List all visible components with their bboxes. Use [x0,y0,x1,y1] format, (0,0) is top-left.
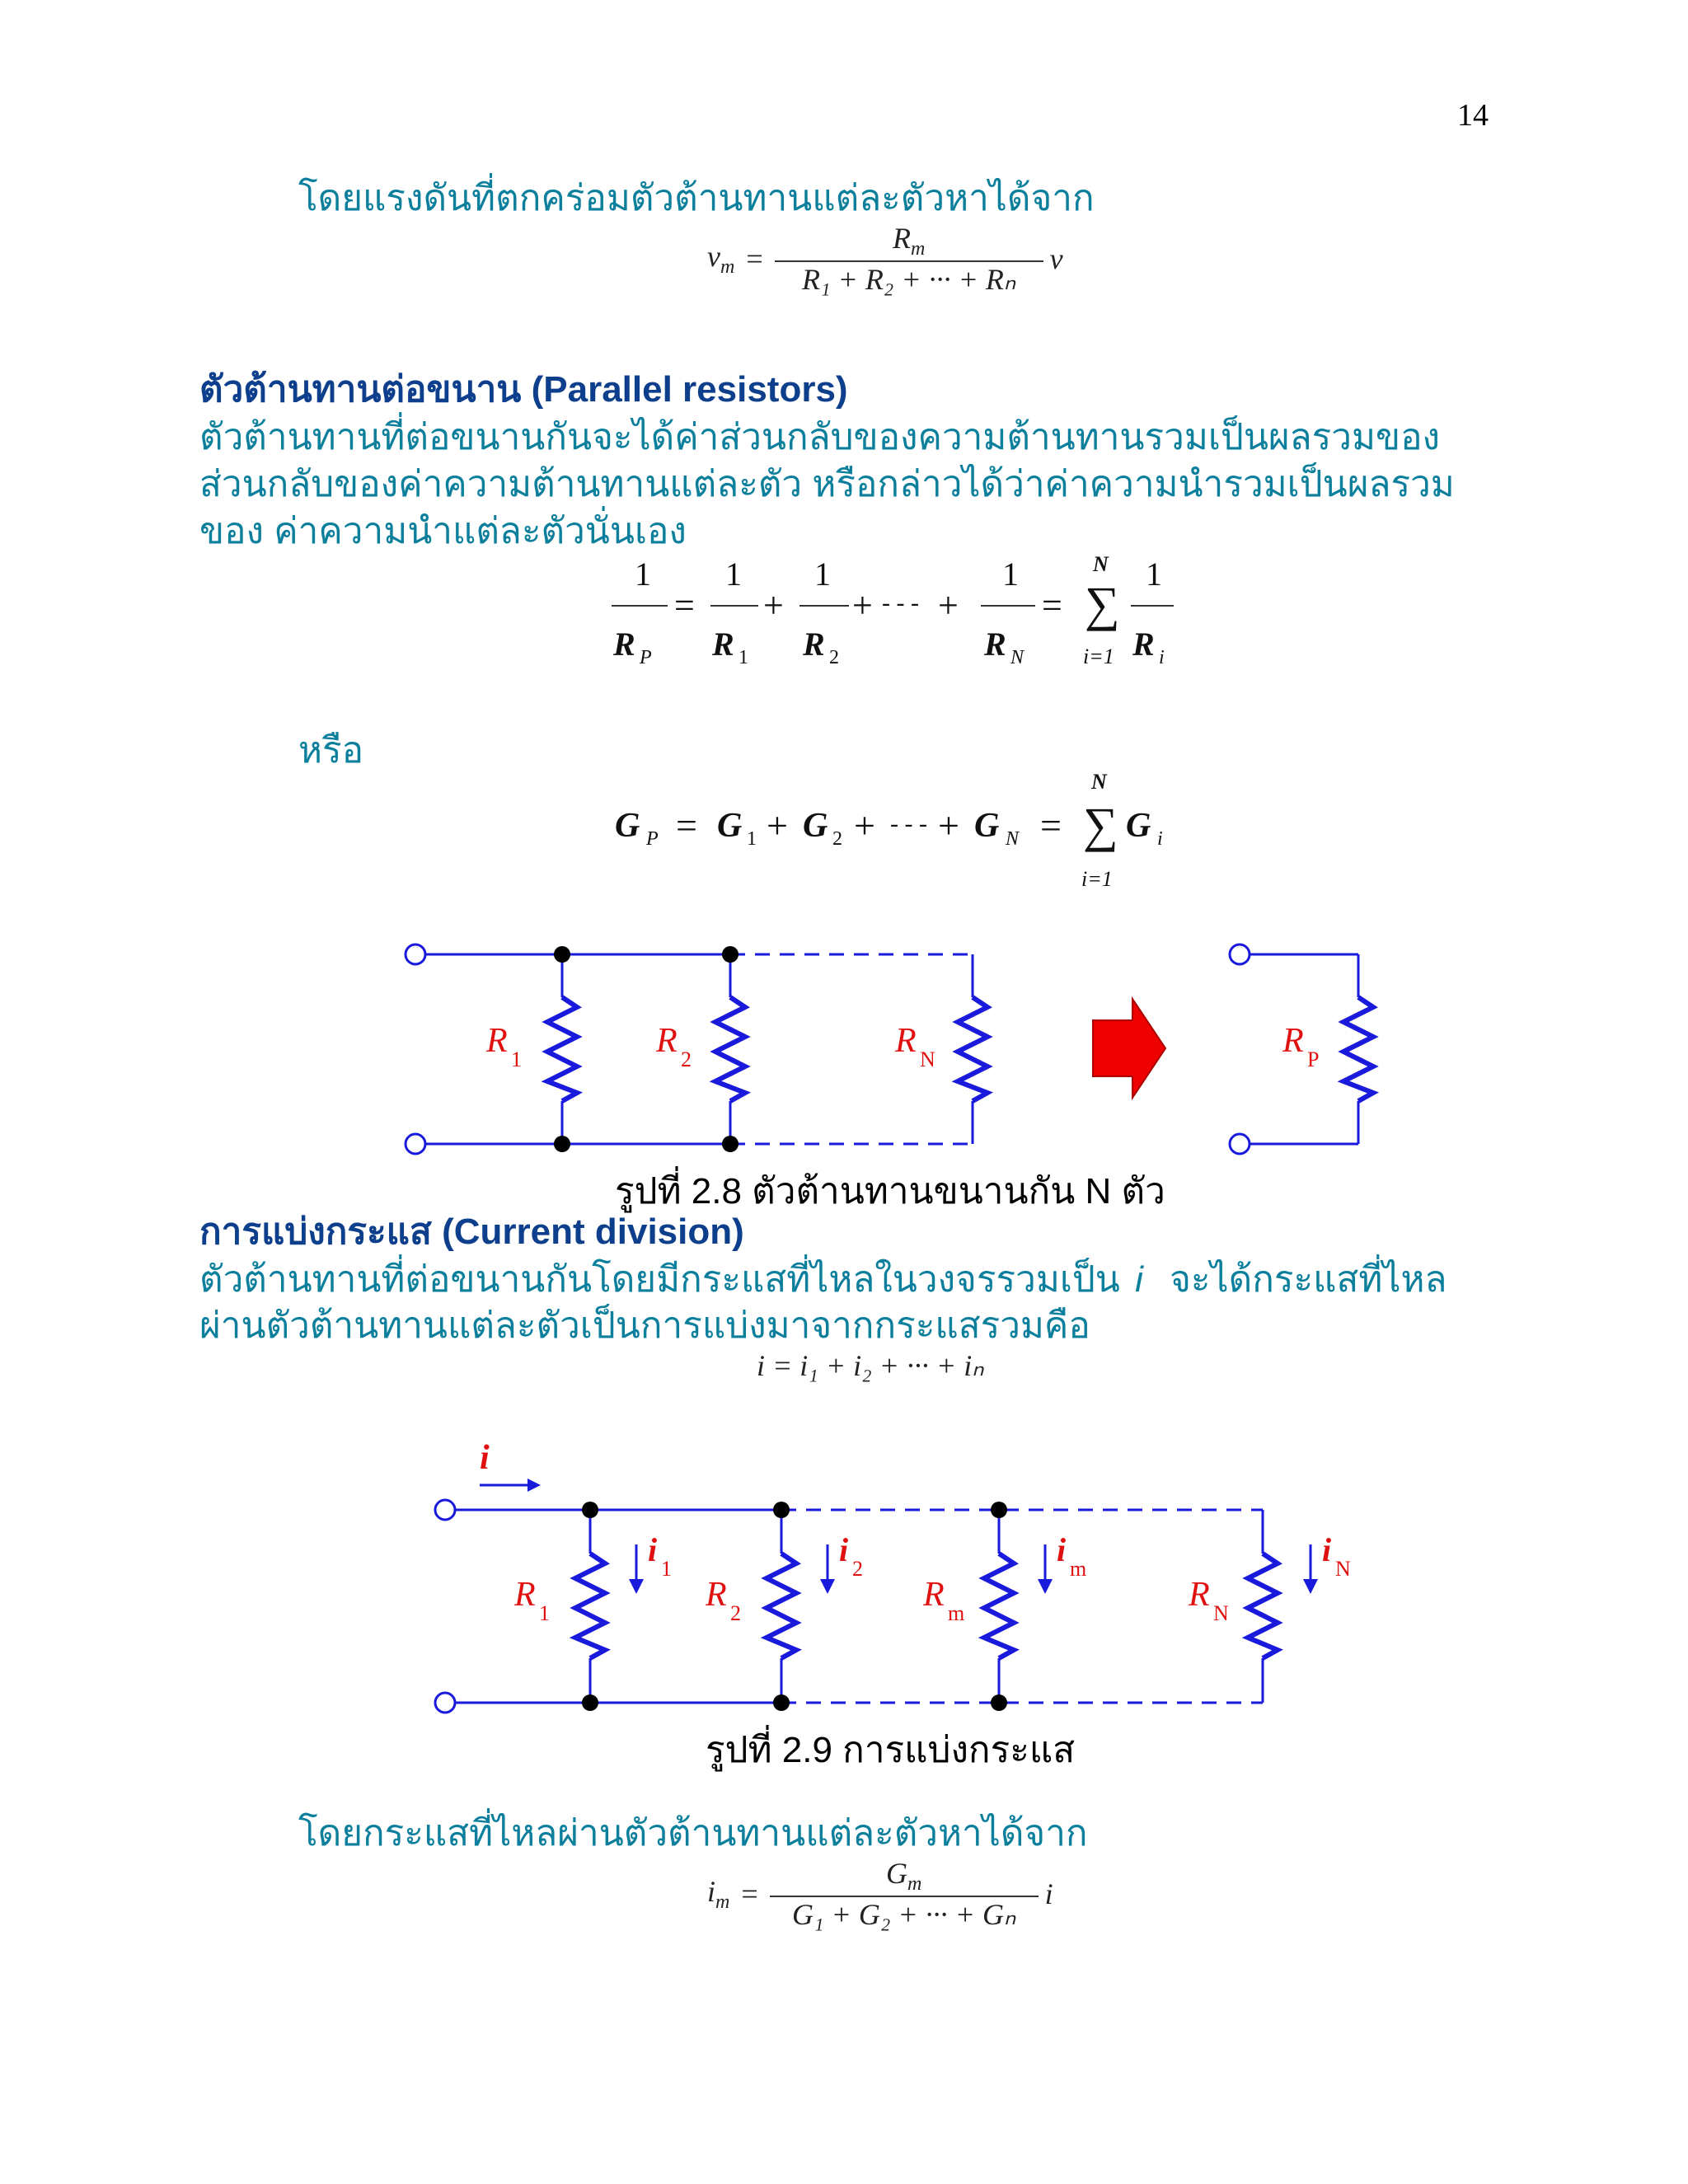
label-rn: R [895,1022,917,1060]
svg-text:1: 1 [1146,555,1162,593]
svg-text:2: 2 [681,1047,692,1071]
branch-arrow-2 [820,1579,835,1594]
svg-text:+: + [938,804,959,846]
svg-text:=: = [1042,585,1062,626]
svg-text:N: N [1335,1557,1351,1581]
resistor-r1 [575,1554,605,1658]
parallel-heading: ตัวต้านทานต่อขนาน (Parallel resistors) [199,369,848,410]
label-im: i [1057,1531,1067,1568]
svg-text:1: 1 [661,1557,672,1581]
svg-text:- - -: - - - [882,589,919,616]
current-division-line-2: ผ่านตัวต้านทานแต่ละตัวเป็นการแบ่งมาจากกระแสรวมคือ [199,1305,1090,1346]
svg-text:G: G [1126,807,1151,845]
svg-text:1: 1 [747,828,757,850]
frac-num-p: 1 [635,555,651,593]
parallel-conductance-formula [602,762,1195,894]
svg-text:i: i [1157,828,1163,850]
svg-text:2: 2 [829,647,839,668]
svg-text:R: R [1132,626,1155,663]
svg-text:N: N [1010,647,1025,668]
total-current-formula: i = i₁ + i₂ + ··· + iₙ [757,1349,984,1382]
source-current-label: i [480,1439,490,1477]
terminal-top [406,944,425,964]
parallel-line-1: ตัวต้านทานที่ต่อขนานกันจะได้ค่าส่วนกลับของความต้านทานรวมเป็นผลรวมของ [199,417,1440,457]
parallel-line-3: ของ ค่าความนำแต่ละตัวนั่นเอง [199,511,687,551]
resistor-r2 [767,1554,796,1658]
svg-text:2: 2 [730,1601,741,1625]
current-formula-intro: โดยกระแสที่ไหลผ่านตัวต้านทานแต่ละตัวหาได้จาก [298,1813,1088,1854]
svg-text:P: P [646,828,659,850]
svg-text:N: N [1093,552,1109,576]
svg-text:N: N [1006,828,1020,850]
svg-text:+: + [767,804,788,846]
svg-text:=: = [1040,804,1062,846]
source-current-arrow [528,1479,541,1492]
current-division-heading: การแบ่งกระแส (Current division) [199,1212,744,1252]
label-in: i [1322,1531,1332,1568]
label-rp: R [1282,1022,1304,1060]
svg-text:1: 1 [1002,555,1019,593]
resistor-r1 [547,997,577,1101]
parallel-resistance-formula [602,548,1195,688]
svg-text:=: = [676,804,697,846]
svg-text:G: G [615,807,640,845]
svg-text:N: N [1213,1601,1229,1625]
terminal-bottom [406,1134,425,1154]
svg-text:i=1: i=1 [1083,644,1114,668]
branch-arrow-n [1303,1579,1318,1594]
or-label: หรือ [298,730,364,771]
figure-2-9-caption: รูปที่ 2.9 การแบ่งกระแส [706,1730,1076,1770]
svg-text:R: R [712,626,734,663]
resistor-r2 [715,997,745,1101]
svg-text:+: + [854,804,875,846]
formula-fraction: $\frac{R_m}{\text{R₁ + R₂ + ··· + Rₙ}}$ [775,221,1043,297]
svg-text:1: 1 [814,555,831,593]
terminal-bottom [435,1693,455,1713]
rp-label: R [613,626,635,663]
svg-text:∑: ∑ [1083,798,1118,852]
svg-text:2: 2 [852,1557,863,1581]
branch-arrow-1 [629,1579,644,1594]
terminal-bottom-rp [1230,1134,1250,1154]
label-rn: R [1189,1576,1210,1614]
svg-text:i: i [1159,647,1165,668]
figure-2-8-caption: รูปที่ 2.8 ตัวต้านทานขนานกัน N ตัว [615,1171,1165,1212]
current-division-formula: $i_m$ = $\frac{G_m}{\text{G₁ + G₂ + ··· + Gₙ}}$ i [707,1857,1053,1932]
resistor-rp [1343,997,1373,1101]
svg-text:=: = [674,585,695,626]
svg-text:+: + [852,585,873,626]
current-division-line-1: ตัวต้านทานที่ต่อขนานกันโดยมีกระแสที่ไหลในวงจรรวมเป็น i จะได้กระแสที่ไหล [199,1259,1447,1300]
svg-text:2: 2 [832,828,842,850]
figure-2-8-circuit [387,931,1418,1162]
label-i2: i [839,1531,849,1568]
label-r2: R [706,1576,727,1614]
svg-text:G: G [717,807,743,845]
resistor-rn [1248,1554,1278,1658]
equivalent-arrow [1093,999,1165,1098]
figure-2-9-circuit [420,1434,1409,1714]
label-r2: R [656,1022,678,1060]
svg-text:m: m [948,1601,965,1625]
label-r1: R [486,1022,508,1060]
svg-text:N: N [1091,770,1107,794]
svg-text:i=1: i=1 [1081,867,1113,891]
svg-text:1: 1 [539,1601,550,1625]
svg-text:R: R [803,626,825,663]
svg-text:1: 1 [738,647,748,668]
voltage-division-intro: โดยแรงดันที่ตกคร่อมตัวต้านทานแต่ละตัวหาได้จาก [298,178,1095,218]
resistor-rn [958,997,987,1101]
svg-text:G: G [803,807,828,845]
svg-text:m: m [1070,1557,1087,1581]
svg-text:- - -: - - - [890,810,927,837]
svg-text:1: 1 [511,1047,522,1071]
terminal-top [435,1500,455,1520]
terminal-top-rp [1230,944,1250,964]
svg-text:+: + [938,585,959,626]
label-i1: i [648,1531,658,1568]
svg-text:N: N [920,1047,935,1071]
branch-arrow-m [1038,1579,1053,1594]
svg-text:G: G [974,807,1000,845]
voltage-division-formula: $v_m$ = $\frac{R_m}{\text{R₁ + R₂ + ··· + Rₙ}}$ v [707,222,1063,297]
formula-lhs: $v_m$ [707,240,735,279]
svg-text:+: + [763,585,784,626]
label-rm: R [923,1576,945,1614]
page-number: 14 [1457,98,1489,133]
svg-text:P: P [640,647,652,668]
svg-text:1: 1 [725,555,742,593]
svg-text:R: R [984,626,1006,663]
resistor-rm [984,1554,1014,1658]
label-r1: R [514,1576,536,1614]
svg-text:∑: ∑ [1085,577,1120,631]
parallel-line-2: ส่วนกลับของค่าความต้านทานแต่ละตัว หรือกล่าวได้ว่าค่าความนำรวมเป็นผลรวม [199,464,1455,504]
svg-text:P: P [1307,1047,1320,1071]
